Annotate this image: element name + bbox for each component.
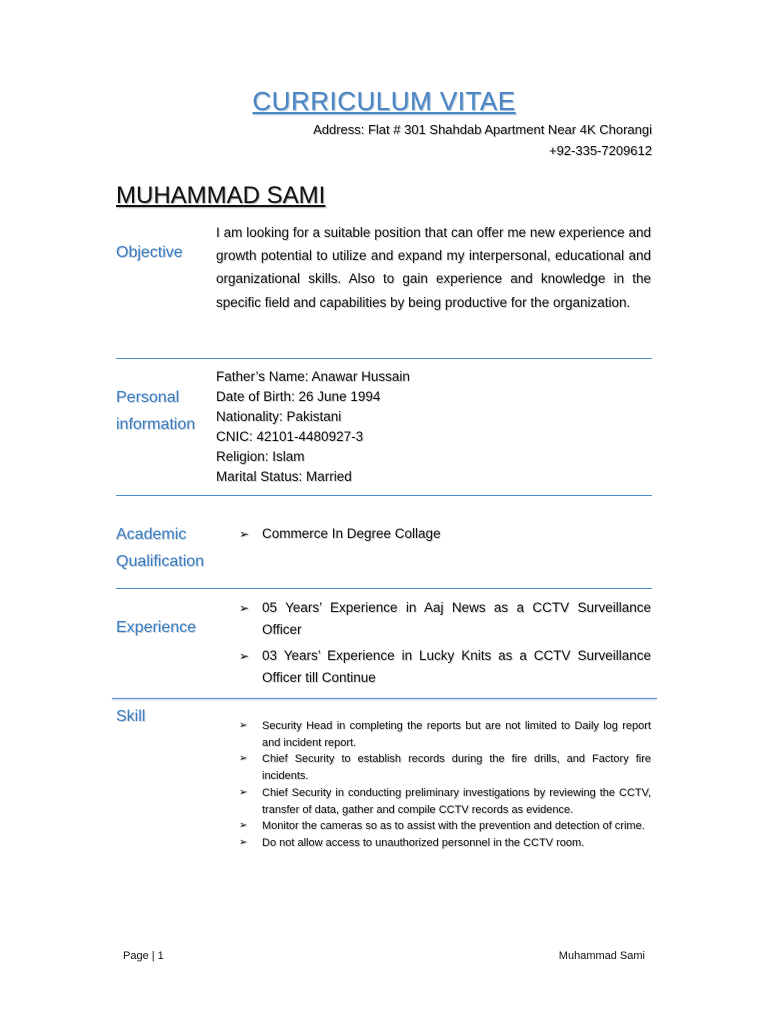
academic-label — [116, 521, 204, 575]
arrow-bullet-icon: ➢ — [239, 786, 248, 798]
arrow-bullet-icon: ➢ — [239, 753, 248, 765]
skill-item-text: Chief Security to establish records during the fire drills, and Factory fire incidents. — [262, 753, 651, 783]
list-item — [216, 523, 651, 545]
section-divider — [112, 698, 657, 699]
personal-item-religion: Religion: Islam — [216, 449, 305, 464]
experience-item-text: 05 Years’ Experience in Aaj News as a CCTV Surveillance Officer — [262, 600, 651, 637]
list-item — [216, 597, 651, 641]
arrow-bullet-icon: ➢ — [239, 601, 250, 615]
personal-info-list — [216, 367, 516, 487]
personal-item-nationality: Nationality: Pakistani — [216, 409, 342, 424]
list-item — [239, 818, 651, 835]
personal-label-line2: information — [116, 416, 196, 433]
academic-list — [216, 523, 651, 549]
phone-line: +92-335-7209612 — [548, 143, 652, 158]
candidate-name: MUHAMMAD SAMI — [116, 182, 326, 209]
skill-item-text: Security Head in completing the reports but are not limited to Daily log report and incident report. — [262, 720, 651, 749]
skill-label: Skill — [116, 708, 146, 725]
arrow-bullet-icon: ➢ — [239, 820, 248, 832]
address-line: Address: Flat # 301 Shahdab Apartment Near 4K Chorangi — [313, 122, 652, 137]
skill-item-text: Do not allow access to unauthorized personnel in the CCTV room. — [262, 836, 585, 849]
personal-item-cnic: CNIC: 42101-4480927-3 — [216, 429, 364, 444]
academic-label-line1: Academic — [116, 526, 187, 543]
experience-item-text: 03 Years’ Experience in Lucky Knits as a CCTV Surveillance Officer till Continue — [262, 648, 651, 685]
personal-info-label — [116, 384, 195, 438]
personal-item-marital: Marital Status: Married — [216, 469, 352, 484]
skill-list — [239, 718, 651, 852]
skill-item-text: Chief Security in conducting preliminary investigations by reviewing the CCTV, transfer of data, gather and compile CCTV records as evidence. — [262, 786, 651, 816]
section-divider — [116, 588, 652, 589]
skill-item-text: Monitor the cameras so as to assist with the prevention and detection of crime. — [262, 820, 645, 833]
section-divider — [116, 358, 652, 359]
arrow-bullet-icon: ➢ — [239, 649, 250, 663]
personal-label-line1: Personal — [116, 389, 180, 406]
academic-label-line2: Qualification — [116, 553, 205, 570]
arrow-bullet-icon: ➢ — [239, 527, 250, 541]
experience-list — [216, 597, 651, 693]
footer-author: Muhammad Sami — [558, 950, 645, 962]
section-divider — [116, 495, 652, 496]
list-item — [239, 835, 651, 852]
list-item — [216, 645, 651, 689]
page-number: Page | 1 — [123, 950, 164, 962]
list-item — [239, 751, 651, 784]
objective-text: I am looking for a suitable position that can offer me new experience and growth potential to utilize and expand my interpersonal, educational and organizational skills. Also to gain experience and knowledge in the specific field and capabilities by being productive for the organization. — [216, 225, 651, 310]
experience-label: Experience — [116, 619, 197, 636]
arrow-bullet-icon: ➢ — [239, 836, 248, 848]
academic-item-text: Commerce In Degree Collage — [262, 526, 441, 541]
document-title: CURRICULUM VITAE — [252, 86, 516, 116]
list-item — [239, 718, 651, 751]
personal-item-dob: Date of Birth: 26 June 1994 — [216, 389, 381, 404]
list-item — [239, 785, 651, 818]
arrow-bullet-icon: ➢ — [239, 720, 248, 731]
personal-item-father: Father’s Name: Anawar Hussain — [216, 369, 410, 384]
objective-label: Objective — [116, 244, 183, 261]
